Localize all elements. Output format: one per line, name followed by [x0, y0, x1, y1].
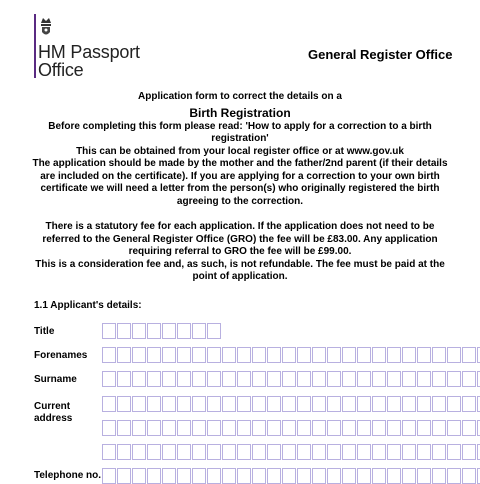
char-box[interactable] — [237, 468, 251, 484]
char-box[interactable] — [117, 444, 131, 460]
char-box[interactable] — [312, 347, 326, 363]
char-box[interactable] — [102, 444, 116, 460]
char-box[interactable] — [237, 444, 251, 460]
char-box[interactable] — [312, 420, 326, 436]
char-box[interactable] — [462, 371, 476, 387]
char-box[interactable] — [342, 444, 356, 460]
char-box[interactable] — [357, 371, 371, 387]
char-box[interactable] — [462, 396, 476, 412]
char-box[interactable] — [372, 468, 386, 484]
char-box[interactable] — [252, 347, 266, 363]
char-box[interactable] — [402, 347, 416, 363]
char-box[interactable] — [147, 396, 161, 412]
char-box[interactable] — [132, 420, 146, 436]
char-box[interactable] — [282, 347, 296, 363]
char-box[interactable] — [207, 347, 221, 363]
char-box[interactable] — [402, 444, 416, 460]
char-box[interactable] — [402, 371, 416, 387]
royal-crest-icon — [38, 15, 54, 39]
char-box[interactable] — [192, 444, 206, 460]
char-box[interactable] — [147, 444, 161, 460]
forenames-input[interactable] — [102, 347, 480, 363]
char-box[interactable] — [357, 420, 371, 436]
char-box[interactable] — [417, 444, 431, 460]
char-box[interactable] — [447, 371, 461, 387]
address-line-3-input[interactable] — [102, 444, 480, 460]
office-title: General Register Office — [308, 47, 453, 62]
char-box[interactable] — [192, 468, 206, 484]
char-box[interactable] — [432, 396, 446, 412]
char-box[interactable] — [297, 420, 311, 436]
char-box[interactable] — [177, 444, 191, 460]
char-box[interactable] — [102, 323, 116, 339]
char-box[interactable] — [207, 371, 221, 387]
char-box[interactable] — [342, 347, 356, 363]
char-box[interactable] — [447, 420, 461, 436]
char-box[interactable] — [222, 468, 236, 484]
char-box[interactable] — [117, 347, 131, 363]
char-box[interactable] — [237, 420, 251, 436]
char-box[interactable] — [372, 396, 386, 412]
char-box[interactable] — [222, 444, 236, 460]
char-box[interactable] — [432, 420, 446, 436]
char-box[interactable] — [117, 468, 131, 484]
char-box[interactable] — [462, 347, 476, 363]
char-box[interactable] — [132, 371, 146, 387]
char-box[interactable] — [432, 347, 446, 363]
char-box[interactable] — [342, 468, 356, 484]
char-box[interactable] — [312, 468, 326, 484]
logo-divider — [34, 14, 36, 78]
char-box[interactable] — [282, 371, 296, 387]
char-box[interactable] — [417, 468, 431, 484]
char-box[interactable] — [162, 371, 176, 387]
char-box[interactable] — [132, 444, 146, 460]
char-box[interactable] — [297, 371, 311, 387]
char-box[interactable] — [462, 444, 476, 460]
char-box[interactable] — [417, 420, 431, 436]
section-title: 1.1 Applicant's details: — [34, 300, 142, 311]
char-box[interactable] — [417, 371, 431, 387]
char-box[interactable] — [282, 396, 296, 412]
char-box[interactable] — [207, 468, 221, 484]
char-box[interactable] — [132, 347, 146, 363]
char-box[interactable] — [222, 420, 236, 436]
char-box[interactable] — [102, 420, 116, 436]
char-box[interactable] — [447, 444, 461, 460]
brand-line-2: Office — [38, 60, 84, 80]
char-box[interactable] — [447, 468, 461, 484]
char-box[interactable] — [372, 420, 386, 436]
char-box[interactable] — [162, 323, 176, 339]
char-box[interactable] — [297, 444, 311, 460]
char-box[interactable] — [102, 468, 116, 484]
char-box[interactable] — [177, 323, 191, 339]
brand-line-1: HM Passport — [38, 42, 140, 62]
surname-input[interactable] — [102, 371, 480, 387]
char-box[interactable] — [237, 396, 251, 412]
char-box[interactable] — [192, 347, 206, 363]
char-box[interactable] — [297, 347, 311, 363]
char-box[interactable] — [177, 347, 191, 363]
char-box[interactable] — [447, 347, 461, 363]
char-box[interactable] — [132, 396, 146, 412]
char-box[interactable] — [267, 371, 281, 387]
title-input[interactable] — [102, 323, 222, 339]
char-box[interactable] — [252, 468, 266, 484]
char-box[interactable] — [402, 396, 416, 412]
char-box[interactable] — [402, 468, 416, 484]
char-box[interactable] — [282, 468, 296, 484]
char-box[interactable] — [162, 468, 176, 484]
char-box[interactable] — [192, 323, 206, 339]
char-box[interactable] — [282, 420, 296, 436]
fees-block — [30, 221, 450, 284]
char-box[interactable] — [417, 396, 431, 412]
char-box[interactable] — [402, 420, 416, 436]
forenames-label: Forenames — [34, 350, 88, 361]
char-box[interactable] — [252, 371, 266, 387]
char-box[interactable] — [207, 396, 221, 412]
char-box[interactable] — [162, 396, 176, 412]
char-box[interactable] — [297, 468, 311, 484]
char-box[interactable] — [222, 396, 236, 412]
char-box[interactable] — [252, 396, 266, 412]
char-box[interactable] — [192, 396, 206, 412]
char-box[interactable] — [147, 347, 161, 363]
address-label: Current address — [34, 401, 73, 424]
address-line-1-input[interactable] — [102, 396, 480, 412]
char-box[interactable] — [267, 444, 281, 460]
char-box[interactable] — [102, 396, 116, 412]
char-box[interactable] — [327, 468, 341, 484]
char-box[interactable] — [357, 347, 371, 363]
char-box[interactable] — [432, 468, 446, 484]
char-box[interactable] — [207, 444, 221, 460]
char-box[interactable] — [357, 468, 371, 484]
intro-block — [30, 91, 450, 208]
char-box[interactable] — [342, 420, 356, 436]
char-box[interactable] — [327, 420, 341, 436]
char-box[interactable] — [252, 444, 266, 460]
char-box[interactable] — [177, 468, 191, 484]
fee-note: There is a statutory fee for each application. If the application does not need to be referred to the General Register Office (GRO) the fee will be £83.00. Any application requiring referral to GRO the fee will be £99.00. — [42, 221, 438, 257]
char-box[interactable] — [252, 420, 266, 436]
char-box[interactable] — [387, 444, 401, 460]
read-guidance-note: Before completing this form please read: 'How to apply for a correction to a birth registration' — [48, 120, 432, 144]
char-box[interactable] — [267, 347, 281, 363]
char-box[interactable] — [327, 396, 341, 412]
char-box[interactable] — [117, 396, 131, 412]
char-box[interactable] — [372, 371, 386, 387]
address-line-2-input[interactable] — [102, 420, 480, 436]
form-name: Birth Registration — [189, 105, 291, 120]
consideration-note: This is a consideration fee and, as such, is not refundable. The fee must be paid at the point of application. — [35, 258, 445, 282]
char-box[interactable] — [447, 396, 461, 412]
char-box[interactable] — [132, 468, 146, 484]
char-box[interactable] — [357, 396, 371, 412]
char-box[interactable] — [102, 371, 116, 387]
char-box[interactable] — [207, 420, 221, 436]
char-box[interactable] — [192, 371, 206, 387]
brand-name — [38, 43, 140, 79]
char-box[interactable] — [387, 347, 401, 363]
char-box[interactable] — [432, 371, 446, 387]
char-box[interactable] — [222, 371, 236, 387]
char-box[interactable] — [387, 371, 401, 387]
char-box[interactable] — [282, 444, 296, 460]
char-box[interactable] — [432, 444, 446, 460]
char-box[interactable] — [312, 371, 326, 387]
char-box[interactable] — [207, 323, 221, 339]
char-box[interactable] — [297, 396, 311, 412]
char-box[interactable] — [327, 371, 341, 387]
char-box[interactable] — [267, 420, 281, 436]
char-box[interactable] — [387, 396, 401, 412]
char-box[interactable] — [132, 323, 146, 339]
char-box[interactable] — [372, 444, 386, 460]
char-box[interactable] — [117, 420, 131, 436]
char-box[interactable] — [237, 347, 251, 363]
char-box[interactable] — [267, 396, 281, 412]
char-box[interactable] — [327, 444, 341, 460]
intro-line: Application form to correct the details on a — [138, 91, 342, 102]
char-box[interactable] — [312, 396, 326, 412]
telephone-label: Telephone no. — [34, 470, 102, 481]
char-box[interactable] — [162, 347, 176, 363]
char-box[interactable] — [147, 420, 161, 436]
char-box[interactable] — [147, 468, 161, 484]
char-box[interactable] — [177, 371, 191, 387]
char-box[interactable] — [177, 420, 191, 436]
char-box[interactable] — [387, 468, 401, 484]
char-box[interactable] — [177, 396, 191, 412]
char-box[interactable] — [387, 420, 401, 436]
char-box[interactable] — [312, 444, 326, 460]
char-box[interactable] — [327, 347, 341, 363]
obtain-note: This can be obtained from your local register office or at www.gov.uk — [76, 145, 404, 157]
char-box[interactable] — [147, 323, 161, 339]
char-box[interactable] — [222, 347, 236, 363]
char-box[interactable] — [237, 371, 251, 387]
char-box[interactable] — [357, 444, 371, 460]
char-box[interactable] — [342, 396, 356, 412]
char-box[interactable] — [117, 323, 131, 339]
char-box[interactable] — [162, 420, 176, 436]
char-box[interactable] — [342, 371, 356, 387]
char-box[interactable] — [147, 371, 161, 387]
char-box[interactable] — [372, 347, 386, 363]
char-box[interactable] — [417, 347, 431, 363]
char-box[interactable] — [192, 420, 206, 436]
title-label: Title — [34, 326, 55, 337]
char-box[interactable] — [117, 371, 131, 387]
telephone-input[interactable] — [102, 468, 480, 484]
char-box[interactable] — [267, 468, 281, 484]
parents-note: The application should be made by the mother and the father/2nd parent (if their details are included on the certificate). If you are applying for a correction to your own birth certificate we will need a letter from the person(s) who originally registered the birth agreeing to the correction. — [32, 158, 448, 207]
char-box[interactable] — [162, 444, 176, 460]
char-box[interactable] — [102, 347, 116, 363]
char-box[interactable] — [462, 420, 476, 436]
surname-label: Surname — [34, 374, 77, 385]
char-box[interactable] — [462, 468, 476, 484]
